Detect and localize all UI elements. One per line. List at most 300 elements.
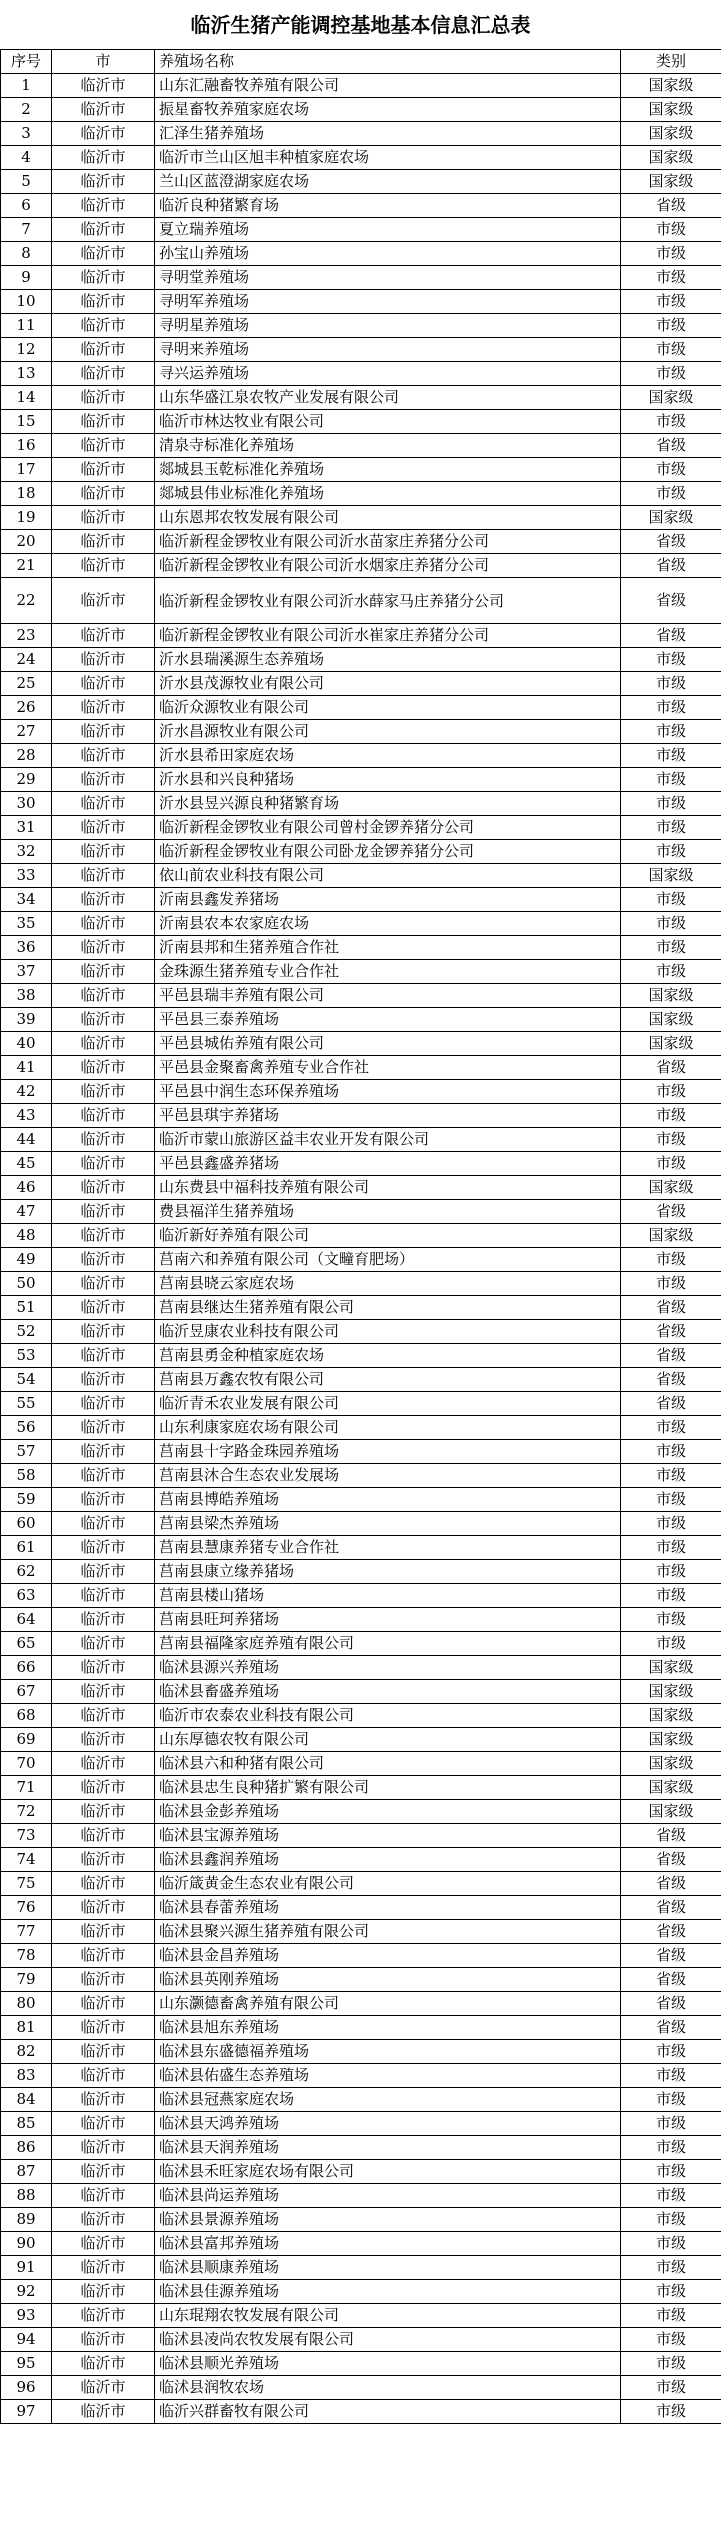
row-category: 国家级 bbox=[621, 1800, 721, 1824]
row-farm-name: 临沭县佑盛生态养殖场 bbox=[155, 2064, 621, 2088]
row-category: 市级 bbox=[621, 912, 721, 936]
row-city: 临沂市 bbox=[52, 912, 155, 936]
row-category: 省级 bbox=[621, 2016, 721, 2040]
row-farm-name: 莒南县继达生猪养殖有限公司 bbox=[155, 1296, 621, 1320]
row-serial-number: 36 bbox=[1, 936, 52, 960]
row-category: 省级 bbox=[621, 1944, 721, 1968]
row-city: 临沂市 bbox=[52, 720, 155, 744]
row-serial-number: 68 bbox=[1, 1704, 52, 1728]
row-city: 临沂市 bbox=[52, 1968, 155, 1992]
row-serial-number: 5 bbox=[1, 170, 52, 194]
table-row bbox=[1, 1248, 721, 1272]
row-farm-name: 山东琨翔农牧发展有限公司 bbox=[155, 2304, 621, 2328]
row-category: 省级 bbox=[621, 1848, 721, 1872]
row-farm-name: 临沂良种猪繁育场 bbox=[155, 194, 621, 218]
row-farm-name: 莒南县十字路金珠园养殖场 bbox=[155, 1440, 621, 1464]
row-serial-number: 32 bbox=[1, 840, 52, 864]
table-row bbox=[1, 1080, 721, 1104]
row-city: 临沂市 bbox=[52, 624, 155, 648]
table-row bbox=[1, 816, 721, 840]
row-city: 临沂市 bbox=[52, 1656, 155, 1680]
row-serial-number: 41 bbox=[1, 1056, 52, 1080]
row-city: 临沂市 bbox=[52, 1632, 155, 1656]
row-farm-name: 沂水县瑞溪源生态养殖场 bbox=[155, 648, 621, 672]
row-serial-number: 55 bbox=[1, 1392, 52, 1416]
row-category: 国家级 bbox=[621, 1704, 721, 1728]
row-farm-name: 临沂市蒙山旅游区益丰农业开发有限公司 bbox=[155, 1128, 621, 1152]
row-category: 市级 bbox=[621, 1128, 721, 1152]
row-serial-number: 53 bbox=[1, 1344, 52, 1368]
row-farm-name: 临沭县春蕾养殖场 bbox=[155, 1896, 621, 1920]
row-category: 国家级 bbox=[621, 1728, 721, 1752]
row-city: 临沂市 bbox=[52, 2160, 155, 2184]
table-row bbox=[1, 2256, 721, 2280]
row-category: 市级 bbox=[621, 2040, 721, 2064]
row-serial-number: 93 bbox=[1, 2304, 52, 2328]
row-category: 市级 bbox=[621, 2088, 721, 2112]
table-row bbox=[1, 290, 721, 314]
row-city: 临沂市 bbox=[52, 554, 155, 578]
row-serial-number: 18 bbox=[1, 482, 52, 506]
row-farm-name: 振星畜牧养殖家庭农场 bbox=[155, 98, 621, 122]
table-row bbox=[1, 1344, 721, 1368]
row-serial-number: 74 bbox=[1, 1848, 52, 1872]
table-row bbox=[1, 98, 721, 122]
row-serial-number: 8 bbox=[1, 242, 52, 266]
table-row bbox=[1, 1488, 721, 1512]
row-farm-name: 临沭县冠燕家庭农场 bbox=[155, 2088, 621, 2112]
row-farm-name: 临沭县金彭养殖场 bbox=[155, 1800, 621, 1824]
row-category: 市级 bbox=[621, 2304, 721, 2328]
row-category: 市级 bbox=[621, 2064, 721, 2088]
row-city: 临沂市 bbox=[52, 1440, 155, 1464]
row-farm-name: 临沭县聚兴源生猪养殖有限公司 bbox=[155, 1920, 621, 1944]
table-row bbox=[1, 1056, 721, 1080]
table-row bbox=[1, 984, 721, 1008]
row-category: 市级 bbox=[621, 1440, 721, 1464]
table-row bbox=[1, 1824, 721, 1848]
row-category: 市级 bbox=[621, 816, 721, 840]
row-category: 国家级 bbox=[621, 122, 721, 146]
row-category: 市级 bbox=[621, 672, 721, 696]
row-category: 市级 bbox=[621, 290, 721, 314]
row-city: 临沂市 bbox=[52, 506, 155, 530]
row-city: 临沂市 bbox=[52, 936, 155, 960]
table-row bbox=[1, 2040, 721, 2064]
row-farm-name: 沂水县昱兴源良种猪繁育场 bbox=[155, 792, 621, 816]
row-category: 市级 bbox=[621, 1632, 721, 1656]
row-category: 市级 bbox=[621, 410, 721, 434]
row-serial-number: 64 bbox=[1, 1608, 52, 1632]
row-farm-name: 平邑县瑞丰养殖有限公司 bbox=[155, 984, 621, 1008]
row-farm-name: 沂水县希田家庭农场 bbox=[155, 744, 621, 768]
row-city: 临沂市 bbox=[52, 1152, 155, 1176]
row-farm-name: 莒南县沐合生态农业发展场 bbox=[155, 1464, 621, 1488]
row-serial-number: 54 bbox=[1, 1368, 52, 1392]
row-serial-number: 56 bbox=[1, 1416, 52, 1440]
table-row bbox=[1, 2160, 721, 2184]
row-category: 市级 bbox=[621, 1272, 721, 1296]
table-row bbox=[1, 2184, 721, 2208]
row-category: 市级 bbox=[621, 936, 721, 960]
row-farm-name: 临沭县英刚养殖场 bbox=[155, 1968, 621, 1992]
row-farm-name: 临沂市林达牧业有限公司 bbox=[155, 410, 621, 434]
row-city: 临沂市 bbox=[52, 1416, 155, 1440]
row-farm-name: 平邑县三泰养殖场 bbox=[155, 1008, 621, 1032]
row-serial-number: 91 bbox=[1, 2256, 52, 2280]
row-farm-name: 临沭县禾旺家庭农场有限公司 bbox=[155, 2160, 621, 2184]
row-serial-number: 67 bbox=[1, 1680, 52, 1704]
row-serial-number: 70 bbox=[1, 1752, 52, 1776]
row-farm-name: 临沂青禾农业发展有限公司 bbox=[155, 1392, 621, 1416]
row-farm-name: 山东费县中福科技养殖有限公司 bbox=[155, 1176, 621, 1200]
row-city: 临沂市 bbox=[52, 146, 155, 170]
row-farm-name: 临沭县六和种猪有限公司 bbox=[155, 1752, 621, 1776]
row-category: 省级 bbox=[621, 1200, 721, 1224]
row-category: 市级 bbox=[621, 840, 721, 864]
row-city: 临沂市 bbox=[52, 1272, 155, 1296]
row-farm-name: 费县福洋生猪养殖场 bbox=[155, 1200, 621, 1224]
row-farm-name: 临沭县富邦养殖场 bbox=[155, 2232, 621, 2256]
table-row bbox=[1, 2280, 721, 2304]
table-row bbox=[1, 242, 721, 266]
row-farm-name: 沂南县农本农家庭农场 bbox=[155, 912, 621, 936]
row-city: 临沂市 bbox=[52, 816, 155, 840]
row-serial-number: 25 bbox=[1, 672, 52, 696]
row-city: 临沂市 bbox=[52, 2040, 155, 2064]
row-farm-name: 郯城县伟业标准化养殖场 bbox=[155, 482, 621, 506]
row-serial-number: 23 bbox=[1, 624, 52, 648]
table-row bbox=[1, 1560, 721, 1584]
row-serial-number: 80 bbox=[1, 1992, 52, 2016]
row-farm-name: 山东厚德农牧有限公司 bbox=[155, 1728, 621, 1752]
table-row bbox=[1, 1032, 721, 1056]
table-header-row bbox=[1, 50, 721, 74]
table-row bbox=[1, 74, 721, 98]
table-row bbox=[1, 960, 721, 984]
row-city: 临沂市 bbox=[52, 768, 155, 792]
table-row bbox=[1, 1776, 721, 1800]
row-serial-number: 15 bbox=[1, 410, 52, 434]
table-row bbox=[1, 1872, 721, 1896]
row-serial-number: 17 bbox=[1, 458, 52, 482]
table-row bbox=[1, 2232, 721, 2256]
row-farm-name: 金珠源生猪养殖专业合作社 bbox=[155, 960, 621, 984]
table-row bbox=[1, 2208, 721, 2232]
table-row bbox=[1, 1512, 721, 1536]
table-row bbox=[1, 314, 721, 338]
row-category: 国家级 bbox=[621, 1656, 721, 1680]
table-row bbox=[1, 146, 721, 170]
row-city: 临沂市 bbox=[52, 2112, 155, 2136]
table-row bbox=[1, 912, 721, 936]
row-category: 市级 bbox=[621, 218, 721, 242]
row-city: 临沂市 bbox=[52, 1824, 155, 1848]
row-category: 市级 bbox=[621, 1560, 721, 1584]
row-farm-name: 寻明星养殖场 bbox=[155, 314, 621, 338]
row-category: 省级 bbox=[621, 1368, 721, 1392]
row-category: 国家级 bbox=[621, 864, 721, 888]
row-serial-number: 81 bbox=[1, 2016, 52, 2040]
row-serial-number: 76 bbox=[1, 1896, 52, 1920]
row-serial-number: 47 bbox=[1, 1200, 52, 1224]
row-farm-name: 平邑县金聚畜禽养殖专业合作社 bbox=[155, 1056, 621, 1080]
table-row bbox=[1, 1176, 721, 1200]
row-farm-name: 寻明军养殖场 bbox=[155, 290, 621, 314]
row-serial-number: 49 bbox=[1, 1248, 52, 1272]
table-row bbox=[1, 1392, 721, 1416]
row-city: 临沂市 bbox=[52, 1368, 155, 1392]
row-city: 临沂市 bbox=[52, 362, 155, 386]
row-category: 市级 bbox=[621, 696, 721, 720]
row-category: 国家级 bbox=[621, 1680, 721, 1704]
table-row bbox=[1, 2016, 721, 2040]
row-category: 国家级 bbox=[621, 1008, 721, 1032]
row-serial-number: 40 bbox=[1, 1032, 52, 1056]
row-farm-name: 莒南县梁杰养殖场 bbox=[155, 1512, 621, 1536]
row-city: 临沂市 bbox=[52, 1344, 155, 1368]
table-row bbox=[1, 864, 721, 888]
row-category: 市级 bbox=[621, 314, 721, 338]
row-farm-name: 临沂市兰山区旭丰种植家庭农场 bbox=[155, 146, 621, 170]
table-row bbox=[1, 1536, 721, 1560]
row-category: 市级 bbox=[621, 2232, 721, 2256]
row-city: 临沂市 bbox=[52, 1872, 155, 1896]
row-serial-number: 94 bbox=[1, 2328, 52, 2352]
row-category: 省级 bbox=[621, 1992, 721, 2016]
row-farm-name: 莒南县福隆家庭养殖有限公司 bbox=[155, 1632, 621, 1656]
row-serial-number: 72 bbox=[1, 1800, 52, 1824]
row-city: 临沂市 bbox=[52, 1896, 155, 1920]
row-category: 市级 bbox=[621, 1464, 721, 1488]
row-city: 临沂市 bbox=[52, 648, 155, 672]
row-category: 省级 bbox=[621, 1392, 721, 1416]
row-city: 临沂市 bbox=[52, 2088, 155, 2112]
row-farm-name: 临沂新程金锣牧业有限公司沂水苗家庄养猪分公司 bbox=[155, 530, 621, 554]
row-serial-number: 58 bbox=[1, 1464, 52, 1488]
row-city: 临沂市 bbox=[52, 1392, 155, 1416]
row-category: 市级 bbox=[621, 768, 721, 792]
row-city: 临沂市 bbox=[52, 2208, 155, 2232]
table-row bbox=[1, 1920, 721, 1944]
table-row bbox=[1, 1128, 721, 1152]
row-farm-name: 寻明来养殖场 bbox=[155, 338, 621, 362]
row-city: 临沂市 bbox=[52, 458, 155, 482]
row-city: 临沂市 bbox=[52, 338, 155, 362]
row-farm-name: 临沭县天鸿养殖场 bbox=[155, 2112, 621, 2136]
row-farm-name: 莒南县博皓养殖场 bbox=[155, 1488, 621, 1512]
row-serial-number: 13 bbox=[1, 362, 52, 386]
row-category: 市级 bbox=[621, 744, 721, 768]
row-category: 市级 bbox=[621, 1152, 721, 1176]
row-category: 市级 bbox=[621, 888, 721, 912]
row-farm-name: 兰山区蓝澄湖家庭农场 bbox=[155, 170, 621, 194]
row-category: 国家级 bbox=[621, 506, 721, 530]
row-farm-name: 临沂市农泰农业科技有限公司 bbox=[155, 1704, 621, 1728]
table-row bbox=[1, 122, 721, 146]
table-row bbox=[1, 1608, 721, 1632]
row-serial-number: 75 bbox=[1, 1872, 52, 1896]
row-serial-number: 29 bbox=[1, 768, 52, 792]
row-serial-number: 28 bbox=[1, 744, 52, 768]
row-farm-name: 山东灏德畜禽养殖有限公司 bbox=[155, 1992, 621, 2016]
table-row bbox=[1, 840, 721, 864]
row-farm-name: 山东华盛江泉农牧产业发展有限公司 bbox=[155, 386, 621, 410]
row-farm-name: 临沭县尚运养殖场 bbox=[155, 2184, 621, 2208]
row-city: 临沂市 bbox=[52, 2184, 155, 2208]
row-serial-number: 45 bbox=[1, 1152, 52, 1176]
row-category: 省级 bbox=[621, 624, 721, 648]
table-row bbox=[1, 1368, 721, 1392]
table-row bbox=[1, 1104, 721, 1128]
row-city: 临沂市 bbox=[52, 2280, 155, 2304]
row-farm-name: 临沂兴群畜牧有限公司 bbox=[155, 2400, 621, 2424]
header-serial-number: 序号 bbox=[1, 50, 52, 74]
row-city: 临沂市 bbox=[52, 578, 155, 624]
row-category: 省级 bbox=[621, 1320, 721, 1344]
row-category: 省级 bbox=[621, 1920, 721, 1944]
row-city: 临沂市 bbox=[52, 1800, 155, 1824]
table-row bbox=[1, 338, 721, 362]
table-row bbox=[1, 458, 721, 482]
row-serial-number: 83 bbox=[1, 2064, 52, 2088]
row-category: 国家级 bbox=[621, 74, 721, 98]
row-farm-name: 莒南六和养殖有限公司（文疃育肥场） bbox=[155, 1248, 621, 1272]
table-row bbox=[1, 1272, 721, 1296]
row-farm-name: 临沭县天润养殖场 bbox=[155, 2136, 621, 2160]
table-row bbox=[1, 768, 721, 792]
row-category: 国家级 bbox=[621, 1224, 721, 1248]
row-category: 市级 bbox=[621, 2256, 721, 2280]
row-category: 国家级 bbox=[621, 984, 721, 1008]
row-category: 国家级 bbox=[621, 1776, 721, 1800]
row-category: 国家级 bbox=[621, 386, 721, 410]
row-serial-number: 44 bbox=[1, 1128, 52, 1152]
row-farm-name: 莒南县慧康养猪专业合作社 bbox=[155, 1536, 621, 1560]
row-city: 临沂市 bbox=[52, 98, 155, 122]
row-serial-number: 62 bbox=[1, 1560, 52, 1584]
row-serial-number: 78 bbox=[1, 1944, 52, 1968]
table-row bbox=[1, 1944, 721, 1968]
row-serial-number: 86 bbox=[1, 2136, 52, 2160]
row-city: 临沂市 bbox=[52, 1176, 155, 1200]
row-serial-number: 71 bbox=[1, 1776, 52, 1800]
row-category: 省级 bbox=[621, 1056, 721, 1080]
table-row bbox=[1, 1800, 721, 1824]
row-city: 临沂市 bbox=[52, 2064, 155, 2088]
row-serial-number: 63 bbox=[1, 1584, 52, 1608]
row-city: 临沂市 bbox=[52, 1056, 155, 1080]
row-category: 国家级 bbox=[621, 1752, 721, 1776]
row-city: 临沂市 bbox=[52, 530, 155, 554]
row-category: 市级 bbox=[621, 720, 721, 744]
row-serial-number: 73 bbox=[1, 1824, 52, 1848]
row-category: 市级 bbox=[621, 1248, 721, 1272]
row-farm-name: 清泉寺标准化养殖场 bbox=[155, 434, 621, 458]
row-category: 省级 bbox=[621, 194, 721, 218]
row-city: 临沂市 bbox=[52, 1608, 155, 1632]
row-farm-name: 临沂新好养殖有限公司 bbox=[155, 1224, 621, 1248]
row-category: 国家级 bbox=[621, 1032, 721, 1056]
row-city: 临沂市 bbox=[52, 1920, 155, 1944]
row-city: 临沂市 bbox=[52, 1992, 155, 2016]
table-row bbox=[1, 1752, 721, 1776]
row-farm-name: 平邑县城佑养殖有限公司 bbox=[155, 1032, 621, 1056]
row-city: 临沂市 bbox=[52, 1776, 155, 1800]
table-row bbox=[1, 386, 721, 410]
row-serial-number: 16 bbox=[1, 434, 52, 458]
table-row bbox=[1, 194, 721, 218]
row-city: 临沂市 bbox=[52, 1728, 155, 1752]
row-city: 临沂市 bbox=[52, 194, 155, 218]
table-row bbox=[1, 554, 721, 578]
row-farm-name: 平邑县鑫盛养猪场 bbox=[155, 1152, 621, 1176]
row-category: 省级 bbox=[621, 554, 721, 578]
row-category: 市级 bbox=[621, 458, 721, 482]
row-farm-name: 临沭县佳源养殖场 bbox=[155, 2280, 621, 2304]
row-category: 国家级 bbox=[621, 1176, 721, 1200]
row-city: 临沂市 bbox=[52, 2328, 155, 2352]
row-serial-number: 87 bbox=[1, 2160, 52, 2184]
row-city: 临沂市 bbox=[52, 1464, 155, 1488]
row-farm-name: 山东恩邦农牧发展有限公司 bbox=[155, 506, 621, 530]
header-category: 类别 bbox=[621, 50, 721, 74]
row-serial-number: 65 bbox=[1, 1632, 52, 1656]
row-farm-name: 寻明堂养殖场 bbox=[155, 266, 621, 290]
table-row bbox=[1, 1416, 721, 1440]
table-row bbox=[1, 2304, 721, 2328]
table-row bbox=[1, 434, 721, 458]
row-serial-number: 11 bbox=[1, 314, 52, 338]
row-serial-number: 43 bbox=[1, 1104, 52, 1128]
row-serial-number: 37 bbox=[1, 960, 52, 984]
row-city: 临沂市 bbox=[52, 2376, 155, 2400]
row-serial-number: 1 bbox=[1, 74, 52, 98]
row-city: 临沂市 bbox=[52, 1512, 155, 1536]
row-city: 临沂市 bbox=[52, 1080, 155, 1104]
table-body bbox=[1, 74, 721, 2424]
table-row bbox=[1, 1968, 721, 1992]
row-city: 临沂市 bbox=[52, 2352, 155, 2376]
row-category: 省级 bbox=[621, 530, 721, 554]
row-serial-number: 26 bbox=[1, 696, 52, 720]
row-farm-name: 夏立瑞养殖场 bbox=[155, 218, 621, 242]
row-serial-number: 88 bbox=[1, 2184, 52, 2208]
row-serial-number: 9 bbox=[1, 266, 52, 290]
row-serial-number: 7 bbox=[1, 218, 52, 242]
row-serial-number: 21 bbox=[1, 554, 52, 578]
row-farm-name: 莒南县晓云家庭农场 bbox=[155, 1272, 621, 1296]
table-row bbox=[1, 2352, 721, 2376]
table-row bbox=[1, 2376, 721, 2400]
row-city: 临沂市 bbox=[52, 864, 155, 888]
table-row bbox=[1, 1152, 721, 1176]
row-serial-number: 77 bbox=[1, 1920, 52, 1944]
table-row bbox=[1, 1464, 721, 1488]
row-city: 临沂市 bbox=[52, 840, 155, 864]
row-category: 市级 bbox=[621, 1536, 721, 1560]
row-serial-number: 22 bbox=[1, 578, 52, 624]
table-row bbox=[1, 506, 721, 530]
row-city: 临沂市 bbox=[52, 1944, 155, 1968]
row-city: 临沂市 bbox=[52, 2400, 155, 2424]
row-city: 临沂市 bbox=[52, 1320, 155, 1344]
row-category: 省级 bbox=[621, 1344, 721, 1368]
row-farm-name: 郯城县玉乾标准化养殖场 bbox=[155, 458, 621, 482]
row-city: 临沂市 bbox=[52, 1488, 155, 1512]
table-row bbox=[1, 720, 721, 744]
row-serial-number: 59 bbox=[1, 1488, 52, 1512]
